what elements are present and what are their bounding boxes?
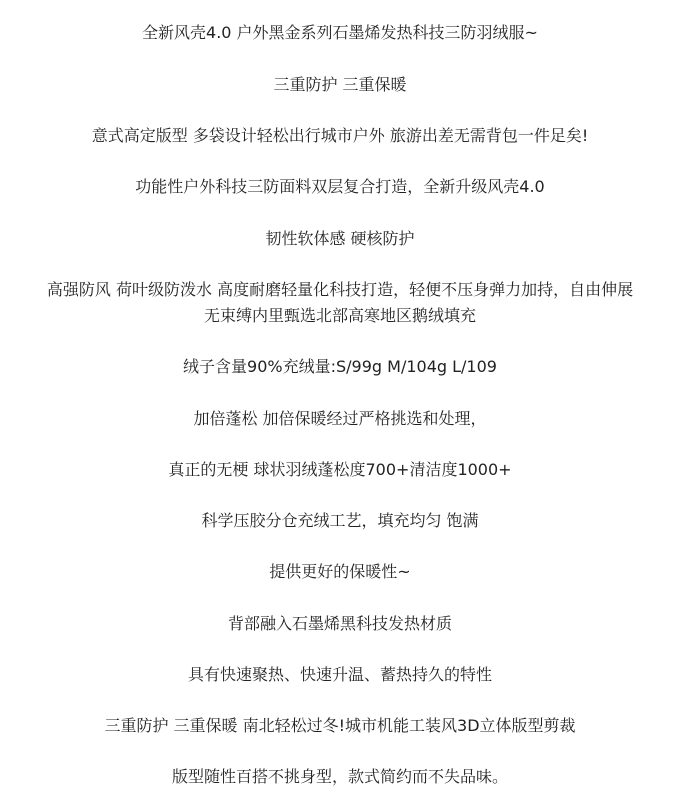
description-line: 具有快速聚热、快速升温、蓄热持久的特性 (187, 665, 492, 684)
description-line: 韧性软体感 硬核防护 (265, 229, 415, 248)
description-line: 科学压胶分仓充绒工艺，填充均匀 饱满 (201, 511, 479, 530)
description-line: 高强防风 荷叶级防泼水 高度耐磨轻量化科技打造，轻便不压身弹力加持，自由伸展 (46, 280, 634, 299)
description-line: 三重防护 三重保暖 南北轻松过冬!城市机能工装风3D立体版型剪裁 (104, 716, 576, 735)
description-line: 提供更好的保暖性~ (269, 562, 411, 581)
description-line: 三重防护 三重保暖 (273, 75, 407, 94)
description-line: 版型随性百搭不挑身型，款式简约而不失品味。 (171, 767, 508, 786)
description-line: 全新风壳4.0 户外黑金系列石墨烯发热科技三防羽绒服~ (142, 23, 538, 42)
description-line: 加倍蓬松 加倍保暖经过严格挑选和处理， (193, 409, 487, 428)
description-line: 无束缚内里甄选北部高寒地区鹅绒填充 (203, 306, 476, 325)
description-line: 功能性户外科技三防面料双层复合打造，全新升级风壳4.0 (135, 177, 545, 196)
description-line: 意式高定版型 多袋设计轻松出行城市户外 旅游出差无需背包一件足矣! (91, 126, 589, 145)
description-line: 背部融入石墨烯黑科技发热材质 (227, 614, 452, 633)
description-line: 绒子含量90%充绒量:S/99g M/104g L/109 (183, 357, 497, 376)
description-line: 真正的无梗 球状羽绒蓬松度700+清洁度1000+ (168, 460, 512, 479)
